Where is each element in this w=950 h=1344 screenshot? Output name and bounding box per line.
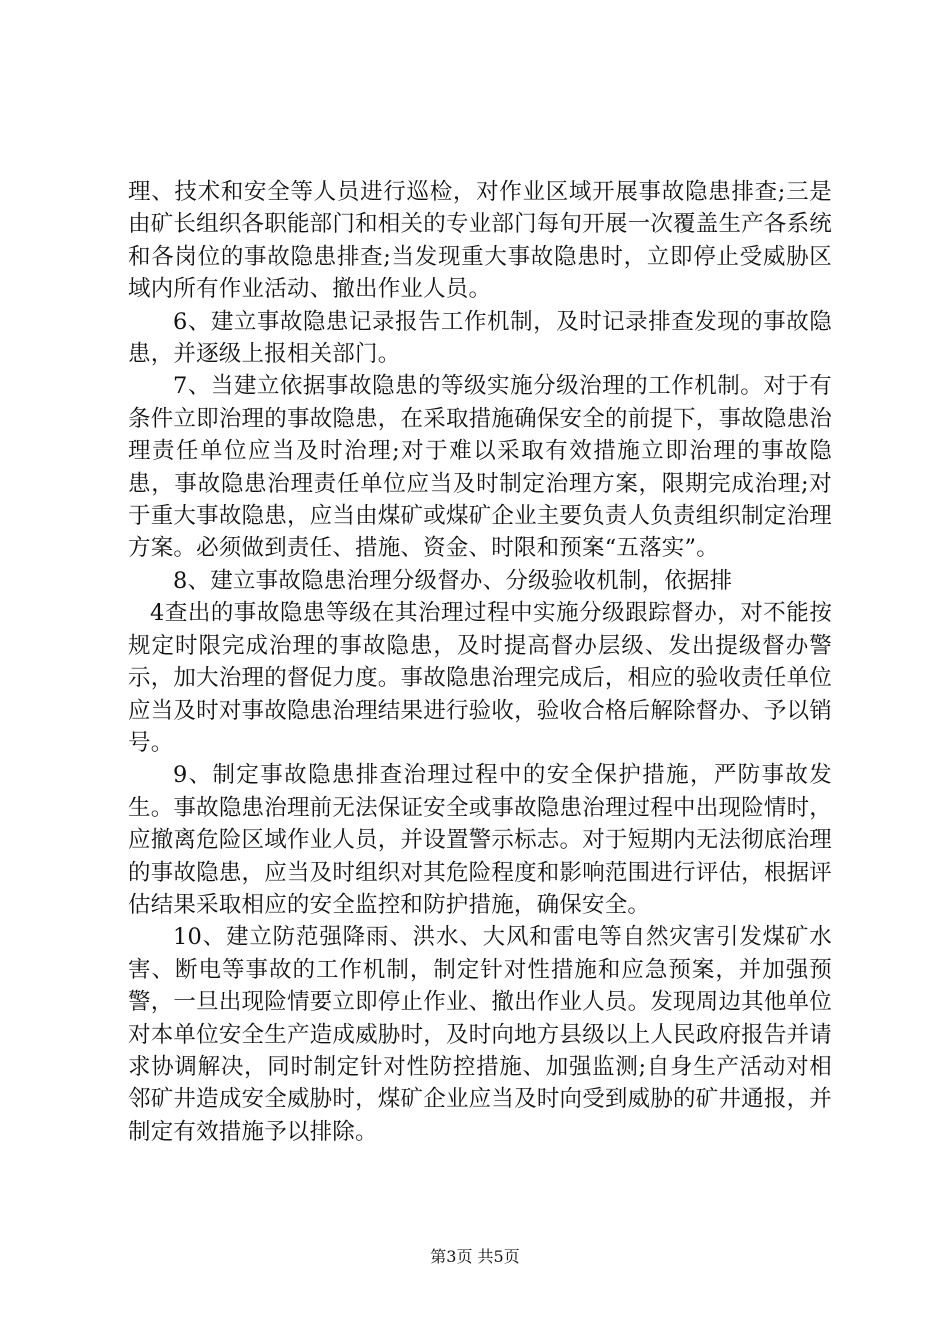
paragraph-item-9: 9、制定事故隐患排查治理过程中的安全保护措施，严防事故发生。事故隐患治理前无法保证安全或事故隐患治理过程中出现险情时，应撤离危险区域作业人员，并设置警示标志。对于短期内无法彻底治理的事故隐患，应当及时组织对其危险程度和影响范围进行评估，根据评估结果采取相应的安全监控和防护措施，确保安全。 xyxy=(128,762,832,918)
paragraph-continuation: 理、技术和安全等人员进行巡检，对作业区域开展事故隐患排查;三是由矿长组织各职能部门和相关的专业部门每旬开展一次覆盖生产各系统和各岗位的事故隐患排查;当发现重大事故隐患时，立即停止受威胁区域内所有作业活动、撤出作业人员。 xyxy=(128,179,832,303)
document-body xyxy=(128,176,832,1148)
paragraph-item-6: 6、建立事故隐患记录报告工作机制，及时记录排查发现的事故隐患，并逐级上报相关部门。 xyxy=(128,308,832,368)
paragraph-item-8: 8、建立事故隐患治理分级督办、分级验收机制，依据排 xyxy=(173,567,733,594)
paragraph-item-10: 10、建立防范强降雨、洪水、大风和雷电等自然灾害引发煤矿水害、断电等事故的工作机制，制定针对性措施和应急预案，并加强预警，一旦出现险情要立即停止作业、撤出作业人员。发现周边其他单位对本单位安全生产造成威胁时，及时向地方县级以上人民政府报告并请求协调解决，同时制定针对性防控措施、加强监测;自身生产活动对相邻矿井造成安全威胁时，煤矿企业应当及时向受到威胁的矿井通报，并制定有效措施予以排除。 xyxy=(128,924,832,1145)
page-number: 第3页 共5页 xyxy=(430,1247,520,1266)
paragraph-item-7: 7、当建立依据事故隐患的等级实施分级治理的工作机制。对于有条件立即治理的事故隐患，在采取措施确保安全的前提下，事故隐患治理责任单位应当及时治理;对于难以采取有效措施立即治理的事故隐患，事故隐患治理责任单位应当及时制定治理方案，限期完成治理;对于重大事故隐患，应当由煤矿或煤矿企业主要负责人负责组织制定治理方案。必须做到责任、措施、资金、时限和预案“五落实”。 xyxy=(128,373,832,562)
paragraph-item-8-continued: 4查出的事故隐患等级在其治理过程中实施分级跟踪督办，对不能按规定时限完成治理的事故隐患，及时提高督办层级、发出提级督办警示，加大治理的督促力度。事故隐患治理完成后，相应的验收责任单位应当及时对事故隐患治理结果进行验收，验收合格后解除督办、予以销号。 xyxy=(128,600,832,756)
